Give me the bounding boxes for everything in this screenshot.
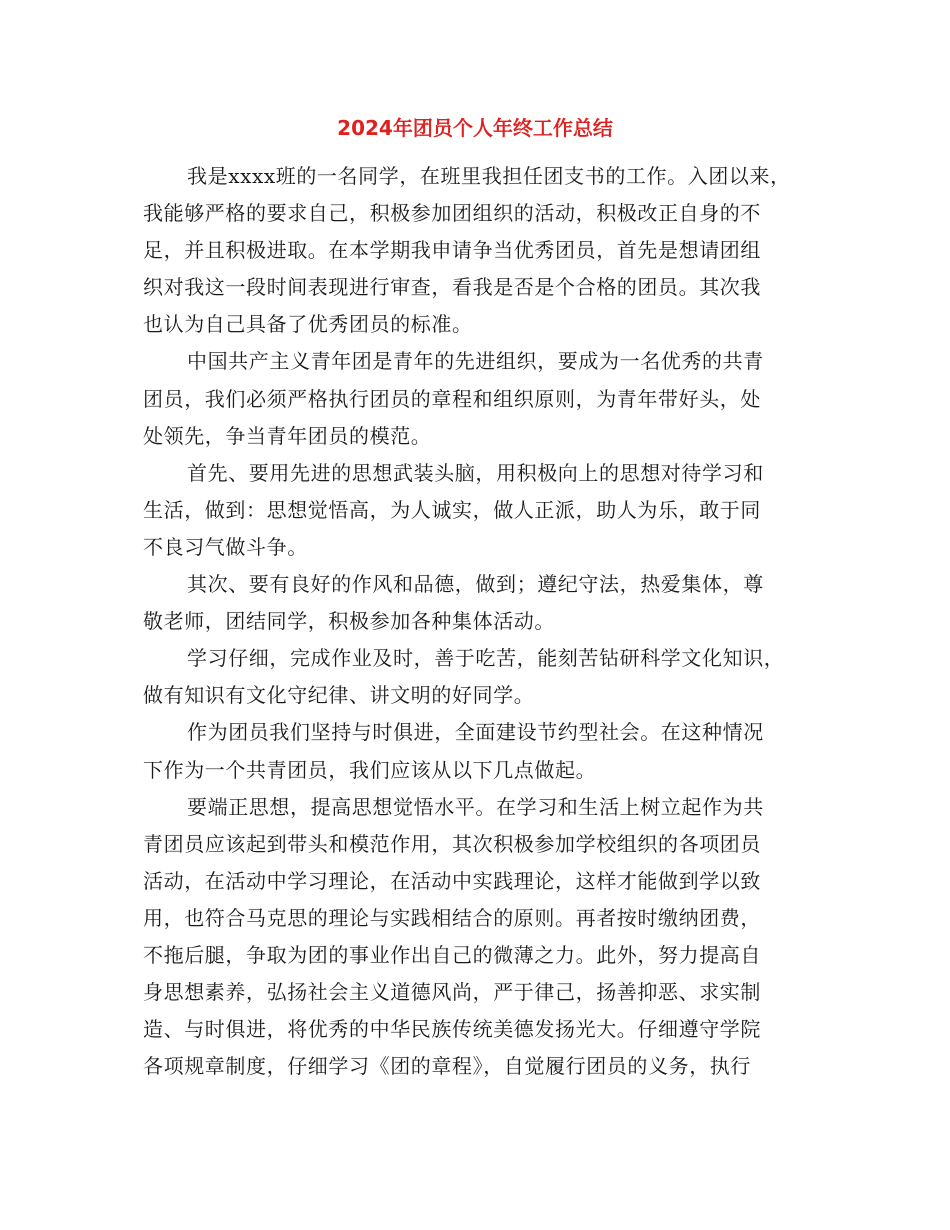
body-line: 足，并且积极进取。在本学期我申请争当优秀团员，首先是想请团组 <box>143 238 761 263</box>
body-line: 做有知识有文化守纪律、讲文明的好同学。 <box>143 683 535 708</box>
body-line: 首先、要用先进的思想武装头脑，用积极向上的思想对待学习和 <box>187 460 764 485</box>
body-line: 也认为自己具备了优秀团员的标准。 <box>143 312 473 337</box>
body-line: 不良习气做斗争。 <box>143 534 308 559</box>
body-line: 生活，做到：思想觉悟高，为人诚实，做人正派，助人为乐，敢于同 <box>143 497 761 522</box>
body-line: 作为团员我们坚持与时俱进，全面建设节约型社会。在这种情况 <box>187 720 764 745</box>
body-line: 各项规章制度，仔细学习《团的章程》，自觉履行团员的义务，执行 <box>143 1054 751 1079</box>
body-line: 用，也符合马克思的理论与实践相结合的原则。再者按时缴纳团费， <box>143 905 761 930</box>
body-line: 身思想素养，弘扬社会主义道德风尚，严于律己，扬善抑恶、求实制 <box>143 980 761 1005</box>
body-line: 下作为一个共青团员，我们应该从以下几点做起。 <box>143 757 597 782</box>
body-line: 团员，我们必须严格执行团员的章程和组织原则，为青年带好头，处 <box>143 386 761 411</box>
body-line: 要端正思想，提高思想觉悟水平。在学习和生活上树立起作为共 <box>187 794 764 819</box>
body-line: 敬老师，团结同学，积极参加各种集体活动。 <box>143 609 555 634</box>
body-line: 造、与时俱进，将优秀的中华民族传统美德发扬光大。仔细遵守学院 <box>143 1017 761 1042</box>
body-line: 织对我这一段时间表现进行审查，看我是否是个合格的团员。其次我 <box>143 275 761 300</box>
body-line: 我是xxxx班的一名同学，在班里我担任团支书的工作。入团以来， <box>187 164 791 188</box>
body-line: 活动，在活动中学习理论，在活动中实践理论，这样才能做到学以致 <box>143 868 761 893</box>
body-line: 中国共产主义青年团是青年的先进组织，要成为一名优秀的共青 <box>187 349 764 374</box>
document-title: 2024年团员个人年终工作总结 <box>337 116 613 140</box>
body-line: 其次、要有良好的作风和品德，做到；遵纪守法，热爱集体，尊 <box>187 572 764 597</box>
body-line: 我能够严格的要求自己，积极参加团组织的活动，积极改正自身的不 <box>143 201 761 226</box>
body-line: 学习仔细，完成作业及时，善于吃苦，能刻苦钻研科学文化知识， <box>187 646 785 671</box>
document-body <box>143 158 823 1085</box>
body-line: 青团员应该起到带头和模范作用，其次积极参加学校组织的各项团员 <box>143 831 761 856</box>
body-line: 处领先，争当青年团员的模范。 <box>143 423 432 448</box>
body-line: 不拖后腿，争取为团的事业作出自己的微薄之力。此外，努力提高自 <box>143 942 761 967</box>
